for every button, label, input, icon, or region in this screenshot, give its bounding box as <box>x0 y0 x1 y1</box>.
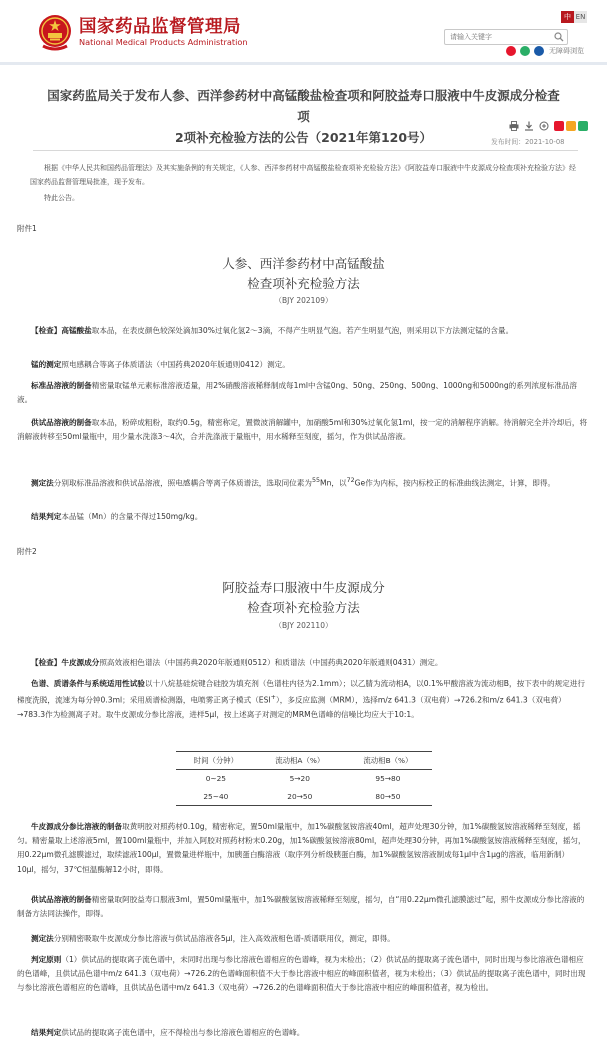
annex1-title-line1: 人参、西洋参药材中高锰酸盐 <box>222 256 385 271</box>
gradient-table-wrap <box>176 751 432 806</box>
annex2-p2-text-a: 以十八烷基硅烷键合硅胶为填充剂（色谱柱内径为2.1mm）；以乙腈为流动相A，以0.1%甲酸溶液为流动相B，按下表中的规定进行梯度洗脱，流速为每分钟0.3ml；采用质谱检测器，电喷雾正离子模式（ESI <box>17 679 585 705</box>
table-header: 时间（分钟） <box>193 756 239 765</box>
table-cell: 95→80 <box>375 774 401 784</box>
header-divider <box>0 62 607 65</box>
annex1-p6-heading: 结果判定 <box>31 512 62 521</box>
search-box <box>444 29 568 45</box>
wechat-icon[interactable] <box>520 46 530 56</box>
table-header: 流动相A（%） <box>275 756 325 765</box>
annex1-p3-text: 精密量取锰单元素标准溶液适量，用2%硝酸溶液稀释制成每1ml中含锰0ng、50ng、250ng、500ng、1000ng和5000ng的系列浓度标准品溶液。 <box>17 381 577 405</box>
share-qzone-icon[interactable] <box>566 121 576 131</box>
announcement-closing: 特此公告。 <box>44 194 79 202</box>
annex2-p1-heading: 【检查】牛皮源成分 <box>31 658 100 667</box>
annex1-p5-heading: 测定法 <box>31 478 54 488</box>
site-name-cn[interactable]: 国家药品监督管理局 <box>79 17 241 37</box>
national-emblem-icon[interactable] <box>37 12 73 52</box>
announcement-intro: 根据《中华人民共和国药品管理法》及其实施条例的有关规定，《人参、西洋参药材中高锰酸盐检查项补充检验方法》《阿胶益寿口服液中牛皮源成分检查项补充检验方法》经国家药品监督管理局批准，现予发布。 <box>30 164 576 186</box>
table-cell: 25~40 <box>203 791 229 801</box>
article-title <box>45 85 562 148</box>
annex2-p2-text-b: ），多反应监测（MRM），选择m/z 641.3（双电荷）→726.2和m/z 641.3（双电荷）→783.3作为检测离子对。取牛皮源成分参比溶液，进样5μl，按上述离子对测定的MRM色谱峰的信噪比均应大于10:1。 <box>17 695 566 719</box>
annex2-p4-heading: 供试品溶液的制备 <box>31 895 92 904</box>
article-title-line1: 国家药监局关于发布人参、西洋参药材中高锰酸盐检查项和阿胶益寿口服液中牛皮源成分检查项 <box>47 88 560 124</box>
annex1-p6-text: 本品锰（Mn）的含量不得过150mg/kg。 <box>61 512 203 521</box>
publish-date-label: 发布时间： <box>491 138 525 146</box>
annex1-para-result <box>17 510 589 524</box>
annex2-para-method <box>17 932 589 946</box>
annex2-p7-text: 供试品的提取离子流色谱中，应不得检出与参比溶液色谱相应的色谱峰。 <box>61 1028 305 1037</box>
annex2-para-test-solution <box>17 893 589 921</box>
annex1-label: 附件1 <box>17 224 37 233</box>
annex2-p3-text: 取黄明胶对照药材0.10g，精密称定，置50ml量瓶中，加1%碳酸氢铵溶液40ml，超声处理30分钟，加1%碳酸氢铵溶液稀释至刻度，摇匀。精密量取上述溶液5ml，置100ml量瓶中，并加入阿胶对照药材粉末0.20g，加1%碳酸氢铵溶液80ml，超声处理30分钟，再加1%碳酸氢铵溶液稀释至刻度，摇匀，用0.22μm微孔滤膜滤过，取续滤液100μl，置微量进样瓶中，加胰蛋白酶溶液（取序列分析级胰蛋白酶，加1%碳酸氢铵溶液制成每1μl中含1μg的溶液，临用新制）10μl，摇匀，37℃恒温酶解12小时，即得。 <box>17 822 586 874</box>
annex2-p2-sup: + <box>270 694 276 702</box>
annex2-para-criteria <box>17 953 589 996</box>
annex2-p5-text: 分别精密吸取牛皮源成分参比溶液与供试品溶液各5μl，注入高效液相色谱-质谱联用仪，测定，即得。 <box>53 934 395 943</box>
annex2-para-reference-solution <box>17 820 589 877</box>
app-icon[interactable] <box>534 46 544 56</box>
table-cell: 5→20 <box>289 774 310 784</box>
favorite-icon[interactable] <box>539 121 549 131</box>
download-icon[interactable] <box>524 121 534 131</box>
social-share-row <box>506 46 584 56</box>
annex1-p2-heading: 锰的测定 <box>31 360 62 369</box>
title-divider <box>33 150 578 151</box>
annex2-title <box>0 578 607 618</box>
share-weibo-icon[interactable] <box>554 121 564 131</box>
table-row <box>176 770 432 788</box>
annex1-p3-heading: 标准品溶液的制备 <box>31 381 92 390</box>
annex2-para-conditions <box>17 677 589 722</box>
publish-date-value: 2021-10-08 <box>524 138 565 146</box>
table-header-row <box>176 752 432 770</box>
annex2-para-result <box>17 1026 589 1040</box>
annex1-para-permanganate <box>17 324 589 338</box>
site-header <box>0 0 607 62</box>
table-cell: 80→50 <box>375 791 401 801</box>
annex2-p7-heading: 结果判定 <box>31 1028 62 1037</box>
site-name-en: National Medical Products Administration <box>79 37 248 47</box>
article-tools <box>509 121 590 131</box>
annex2-p5-heading: 测定法 <box>31 934 54 943</box>
annex1-para-mn-determination <box>17 358 589 372</box>
annex2-p4-text: 精密量取阿胶益寿口服液3ml，置50ml量瓶中，加1%碳酸氢铵溶液稀释至刻度，摇匀，自“用0.22μm微孔滤膜滤过”起，照牛皮源成分参比溶液的制备方法同法操作，即得。 <box>17 895 585 919</box>
annex1-p1-text: 取本品，在表皮颜色较深处滴加30%过氧化氢2～3滴，不得产生明显气泡。若产生明显气泡，则采用以下方法测定锰的含量。 <box>91 326 514 335</box>
annex2-p6-heading: 判定原则 <box>31 955 62 964</box>
annex1-p5-isotope-mn: 55 <box>311 477 321 484</box>
annex2-para-bovine <box>17 656 589 670</box>
annex1-para-test-solution <box>17 416 589 444</box>
lang-cn-button[interactable]: 中 <box>561 11 574 23</box>
annex2-title-line1: 阿胶益寿口服液中牛皮源成分 <box>222 580 385 595</box>
annex1-p5-text-a: 分别取标准品溶液和供试品溶液，照电感耦合等离子体质谱法，选取同位素为 <box>53 478 312 488</box>
print-icon[interactable] <box>509 121 519 131</box>
annex2-label: 附件2 <box>17 547 37 556</box>
lang-en-button[interactable]: EN <box>575 13 586 21</box>
table-cell: 0~25 <box>205 774 226 784</box>
annex2-code: （BJY 202110） <box>274 621 333 630</box>
share-wechat-icon[interactable] <box>578 121 588 131</box>
annex1-p2-text: 照电感耦合等离子体质谱法（中国药典2020年版通则0412）测定。 <box>61 360 290 369</box>
search-input[interactable] <box>450 31 550 43</box>
language-switch <box>561 11 587 23</box>
annex2-p2-heading: 色谱、质谱条件与系统适用性试验 <box>31 679 145 688</box>
table-header: 流动相B（%） <box>363 756 413 765</box>
publish-date <box>491 136 565 146</box>
table-cell: 20→50 <box>287 791 313 801</box>
article-title-line2: 2项补充检验方法的公告（2021年第120号） <box>174 130 433 145</box>
annex1-para-method <box>17 474 589 491</box>
annex1-p4-heading: 供试品溶液的制备 <box>31 418 92 427</box>
annex1-p4-text: 取本品，粉碎成粗粉，取约0.5g，精密称定，置微波消解罐中，加硝酸5ml和30%过氧化氢1ml，按一定的消解程序消解。待消解完全并冷却后，将消解液转移至50ml量瓶中，用少量水洗涤3～4次，合并洗涤液于量瓶中，用水稀释至刻度，摇匀，作为供试品溶液。 <box>17 418 588 442</box>
annex2-title-line2: 检查项补充检验方法 <box>247 600 360 615</box>
search-icon[interactable] <box>554 32 564 42</box>
annex1-p1-heading: 【检查】高锰酸盐 <box>31 326 92 335</box>
table-row <box>176 788 432 806</box>
annex1-para-standard-solution <box>17 379 589 407</box>
annex1-p5-text-b: Mn，以 <box>320 478 347 488</box>
annex2-p6-text: （1）供试品的提取离子流色谱中，未同时出现与参比溶液色谱相应的色谱峰，视为未检出；（2）供试品的提取离子流色谱中，同时出现与参比溶液色谱相应的色谱峰，且供试品色谱中m/z 641.3（双电荷）→726.2的色谱峰面积值不大于参比溶液中相应的峰面积值者，视为未检出；（3）供试品的提取离子流色谱中，同时出现与参比溶液色谱相应的色谱峰，且供试品色谱中m/z 641.3（双电荷）→726.2的色谱峰面积值大于参比溶液中相应的峰面积值者，视为检出。 <box>17 955 586 993</box>
annex1-title <box>0 254 607 294</box>
accessibility-link[interactable]: 无障碍浏览 <box>549 47 584 55</box>
annex1-code: （BJY 202109） <box>274 296 333 305</box>
annex1-title-line2: 检查项补充检验方法 <box>247 276 360 291</box>
annex2-p3-heading: 牛皮源成分参比溶液的制备 <box>31 822 123 831</box>
annex1-p5-text-c: Ge作为内标，按内标校正的标准曲线法测定，计算，即得。 <box>354 478 556 488</box>
gradient-table <box>176 751 432 806</box>
weibo-icon[interactable] <box>506 46 516 56</box>
annex1-p5-isotope-ge: 72 <box>346 477 355 484</box>
annex2-p1-text: 照高效液相色谱法（中国药典2020年版通则0512）和质谱法（中国药典2020年版通则0431）测定。 <box>99 658 443 667</box>
